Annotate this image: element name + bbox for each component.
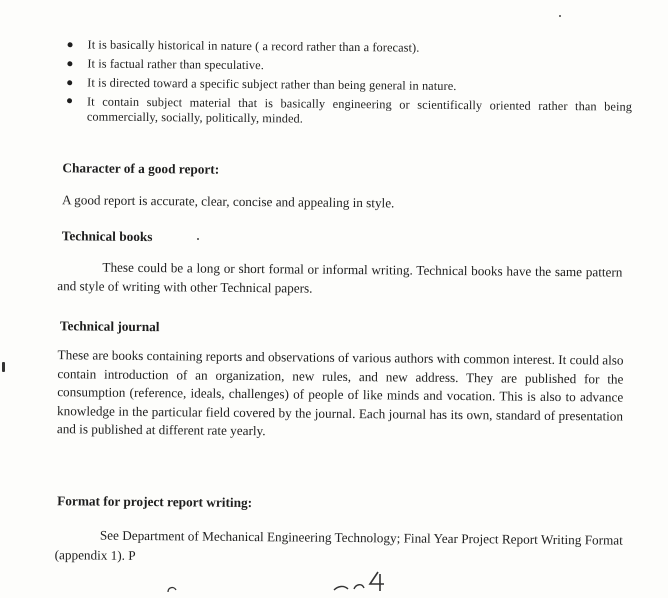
section-heading: Technical books	[61, 228, 153, 245]
bullet-icon	[67, 61, 72, 66]
bullet-icon	[68, 42, 73, 47]
scan-speck	[559, 15, 561, 17]
characteristics-list	[87, 35, 633, 129]
cut-off-text-fragment	[160, 584, 220, 592]
section-body: A good report is accurate, clear, concise and appealing in style.	[62, 192, 395, 211]
list-item: It is basically historical in nature ( a record rather than a forecast).	[87, 35, 632, 59]
section-heading: Technical journal	[59, 318, 160, 335]
section-body: These are books containing reports and observations of various authors with common interest. It could also contain introduction of an organization, new rules, and new address. They are published for the consumption (reference, ideals, challenges) of people of like minds and vocation. This is also to advance knowledge in the particular field covered by the journal. Each journal has its own, standard of presentation and is published at different rate yearly.	[56, 347, 624, 439]
handwritten-note	[330, 568, 410, 592]
section-body: See Department of Mechanical Engineering Technology; Final Year Project Report Writing Format (appendix 1). P	[54, 527, 623, 563]
list-item: It is directed toward a specific subject rather than being general in nature.	[87, 73, 632, 97]
scan-speck	[197, 238, 199, 240]
scan-speck	[2, 362, 5, 372]
section-heading: Character of a good report:	[62, 160, 220, 177]
bullet-icon	[67, 98, 72, 103]
bullet-icon	[67, 80, 72, 85]
section-heading: Format for project report writing:	[57, 493, 253, 511]
section-body: These could be a long or short formal or informal writing. Technical books have the same pattern and style of writing with other Technical papers.	[57, 259, 623, 296]
list-item: It is factual rather than speculative.	[87, 54, 632, 78]
list-item: It contain subject material that is basically engineering or scientifically oriented rather than being commercially, socially, politically, minded.	[87, 94, 632, 129]
